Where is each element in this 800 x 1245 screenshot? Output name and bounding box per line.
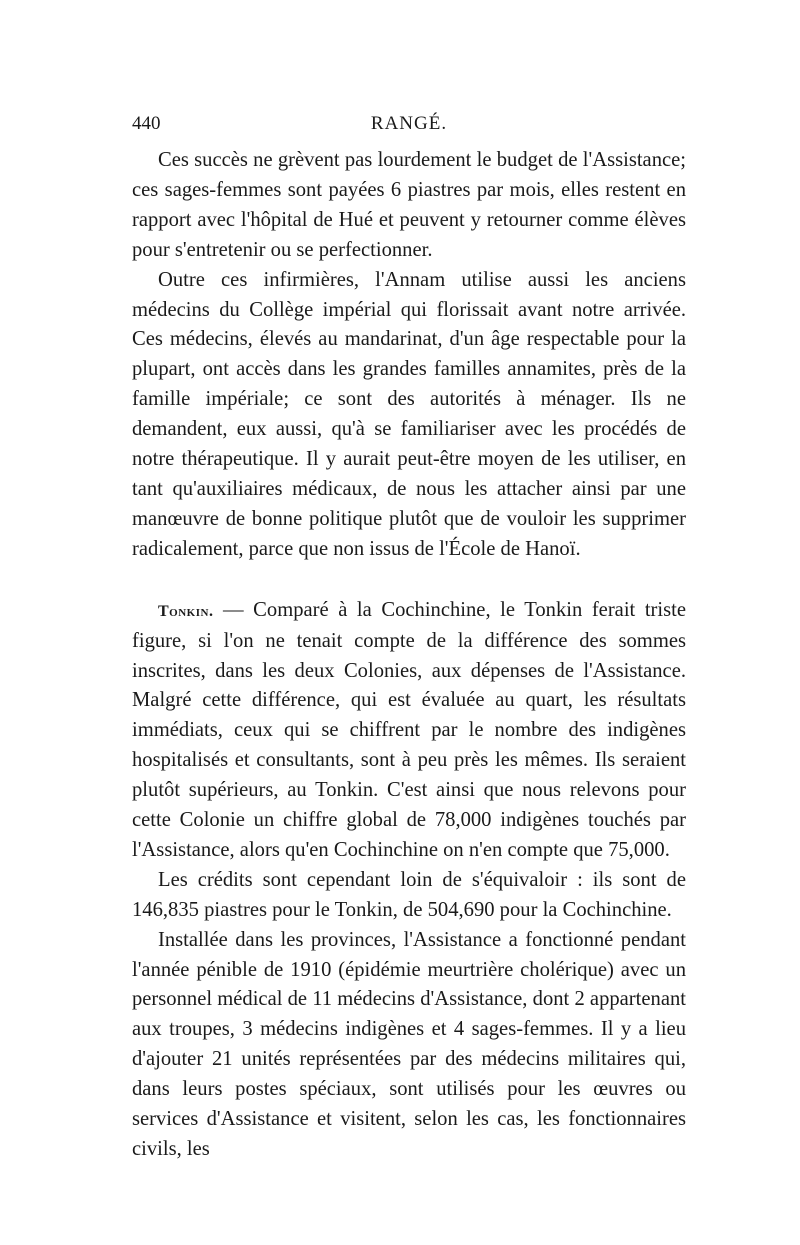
section-heading: Tonkin. bbox=[158, 602, 214, 620]
paragraph-text: Outre ces infirmières, l'Annam utilise aussi les anciens médecins du Collège impérial qui florissait avant notre arrivée. Ces médecins, élevés au mandarinat, d'un âge respectable pour la plupart, ont accès dans les grandes familles annamites, près de la famille impériale; ce sont des autorités à ménager. Ils ne demandent, eux aussi, qu'à se familiariser avec les procédés de notre thérapeutique. Il y aurait peut-être moyen de les utiliser, en tant qu'auxiliaires médicaux, de nous les attacher ainsi par une manœuvre de bonne politique plutôt que de vouloir les supprimer radicalement, parce que non issus de l'École de Hanoï. bbox=[132, 268, 686, 560]
paragraph bbox=[132, 146, 686, 266]
paragraph bbox=[132, 266, 686, 565]
paragraph-text: — Comparé à la Cochinchine, le Tonkin ferait triste figure, si l'on ne tenait compte de la différence des sommes inscrites, dans les deux Colonies, aux dépenses de l'Assistance. Malgré cette différence, qui est évaluée au quart, les résultats immédiats, ceux qui se chiffrent par le nombre des indigènes hospitalisés et consultants, sont à peu près les mêmes. Ils seraient plutôt supérieurs, au Tonkin. C'est ainsi que nous relevons pour cette Colonie un chiffre global de 78,000 indigènes touchés par l'Assistance, alors qu'en Cochinchine on n'en compte que 75,000. bbox=[132, 598, 686, 861]
paragraph-text: Les crédits sont cependant loin de s'équivaloir : ils sont de 146,835 piastres pour le Tonkin, de 504,690 pour la Cochinchine. bbox=[132, 868, 686, 921]
running-title: RANGÉ. bbox=[370, 113, 448, 134]
paragraph bbox=[132, 866, 686, 926]
paragraph-text: Ces succès ne grèvent pas lourdement le budget de l'Assistance; ces sages-femmes sont payées 6 piastres par mois, elles restent en rapport avec l'hôpital de Hué et peuvent y retourner comme élèves pour s'entretenir ou se perfectionner. bbox=[132, 149, 686, 261]
section-paragraph bbox=[132, 596, 686, 866]
page-number: 440 bbox=[132, 113, 161, 134]
paragraph-text: Installée dans les provinces, l'Assistance a fonctionné pendant l'année pénible de 1910 (épidémie meurtrière cholérique) avec un personnel médical de 11 médecins d'Assistance, dont 2 appartenant aux troupes, 3 médecins indigènes et 4 sages-femmes. Il y a lieu d'ajouter 21 unités représentées par des médecins militaires qui, dans leurs postes spéciaux, sont utilisés pour les œuvres ou services d'Assistance et visitent, selon les cas, les fonctionnaires civils, les bbox=[132, 928, 686, 1160]
page-header bbox=[132, 113, 686, 141]
body-text bbox=[132, 146, 686, 1165]
paragraph bbox=[132, 926, 686, 1165]
